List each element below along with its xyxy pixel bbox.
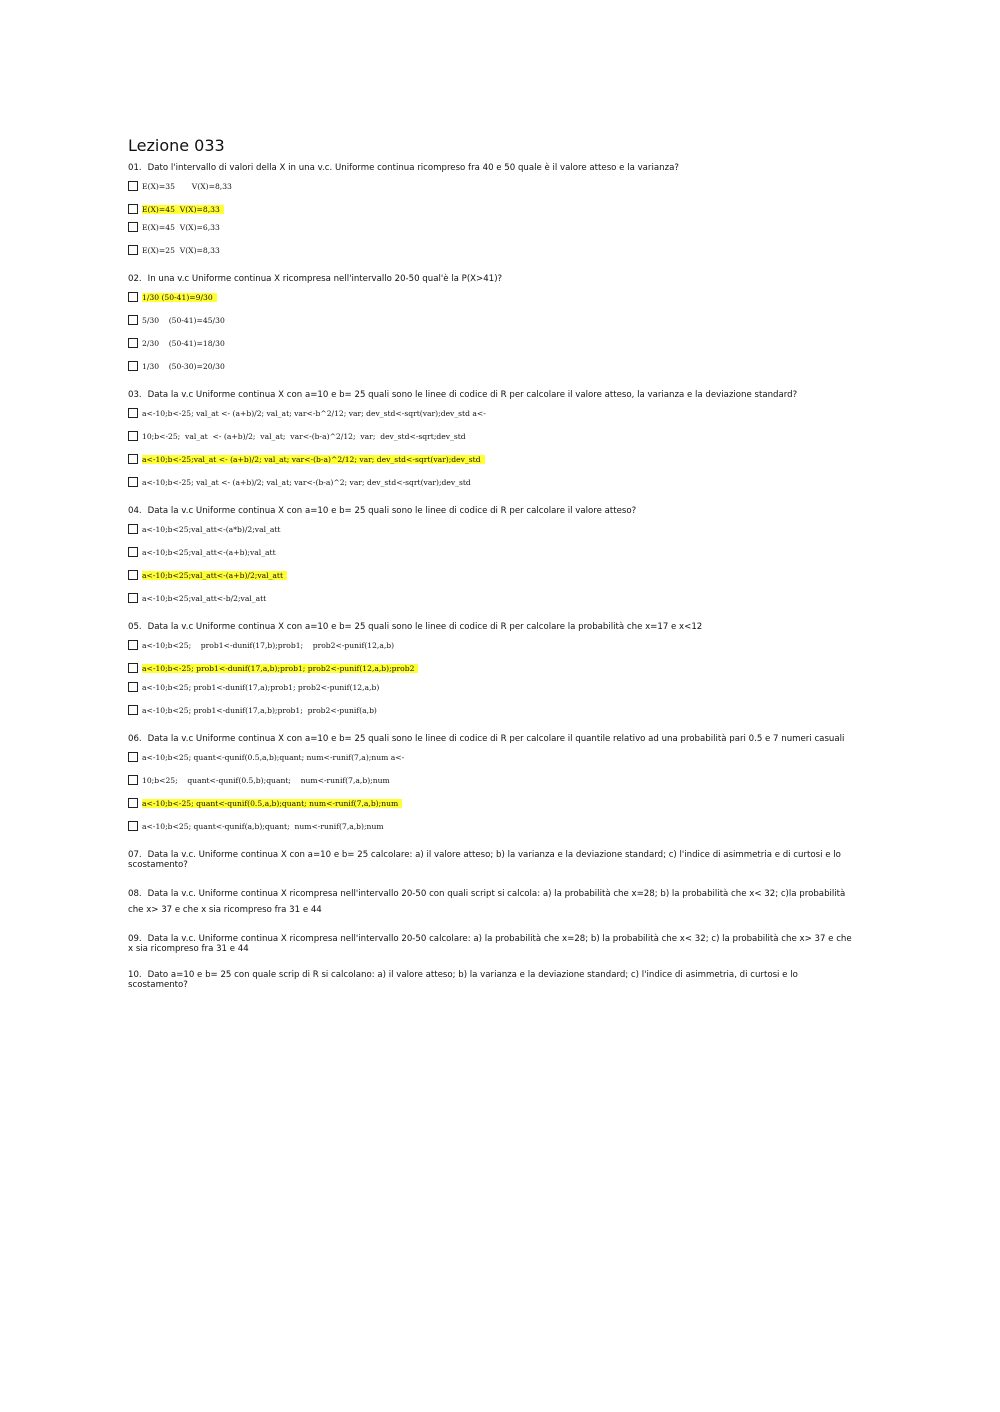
answer-option[interactable] (128, 221, 858, 233)
question-10 (128, 970, 858, 990)
question-text: Data la v.c. Uniforme continua X ricompresa nell'intervallo 20-50 con quali script si calcola: a) la probabilità che x=28; b) la probabilità che x< 32; c)la probabilità che x> 37 e che x sia ricompreso fra 31 e 44 (128, 889, 846, 915)
option-text: E(X)=25 V(X)=8,33 (142, 245, 220, 255)
question-text: Data la v.c Uniforme continua X con a=10 e b= 25 quali sono le linee di codice di R per calcolare il valore atteso? (147, 506, 637, 516)
answer-option-correct[interactable] (128, 662, 858, 674)
question-text: Data la v.c Uniforme continua X con a=10 e b= 25 quali sono le linee di codice di R per calcolare la probabilità che x=17 e x<12 (147, 622, 703, 632)
question-number: 07. (128, 850, 142, 860)
option-text-highlighted: 1/30 (50-41)=9/30 (142, 293, 217, 302)
question-text: Dato a=10 e b= 25 con quale scrip di R si calcolano: a) il valore atteso; b) la varianza e la deviazione standard; c) l'indice di asimmetria, di curtosi e lo scostamento? (128, 970, 798, 990)
answer-option[interactable] (128, 360, 858, 372)
answer-option[interactable] (128, 314, 858, 326)
answer-option[interactable] (128, 523, 858, 535)
question-03 (128, 390, 858, 488)
option-text: a<-10;b<25;val_att<-(a+b);val_att (142, 547, 276, 557)
checkbox[interactable] (128, 570, 138, 580)
answer-option[interactable] (128, 180, 858, 192)
checkbox[interactable] (128, 361, 138, 371)
question-number: 03. (128, 390, 142, 400)
checkbox[interactable] (128, 477, 138, 487)
answer-option[interactable] (128, 244, 858, 256)
answer-option-correct[interactable] (128, 203, 858, 215)
checkbox[interactable] (128, 204, 138, 214)
option-text-highlighted: a<-10;b<-25;val_at <- (a+b)/2; val_at; var<-(b-a)^2/12; var; dev_std<-sqrt(var);dev_std (142, 455, 485, 464)
checkbox[interactable] (128, 222, 138, 232)
question-number: 06. (128, 734, 142, 744)
question-08 (128, 886, 858, 918)
checkbox[interactable] (128, 245, 138, 255)
question-07 (128, 850, 858, 870)
option-text-highlighted: a<-10;b<-25; prob1<-dunif(17,a,b);prob1; prob2<-punif(12,a,b);prob2 (142, 664, 418, 673)
option-text: a<-10;b<25; prob1<-dunif(17,a);prob1; prob2<-punif(12,a,b) (142, 682, 380, 692)
checkbox[interactable] (128, 292, 138, 302)
document-page (128, 136, 858, 1006)
question-text: In una v.c Uniforme continua X ricompresa nell'intervallo 20-50 qual'è la P(X>41)? (147, 274, 503, 284)
option-text: 10;b<25; quant<-qunif(0.5,b);quant; num<-runif(7,a,b);num (142, 775, 390, 785)
question-06 (128, 734, 858, 832)
checkbox[interactable] (128, 454, 138, 464)
checkbox[interactable] (128, 775, 138, 785)
option-text: E(X)=45 V(X)=6,33 (142, 222, 220, 232)
question-number: 10. (128, 970, 142, 980)
option-text: a<-10;b<-25; val_at <- (a+b)/2; val_at; var<-(b-a)^2; var; dev_std<-sqrt(var);dev_std (142, 477, 471, 487)
option-text: a<-10;b<25;val_att<-b/2;val_att (142, 593, 267, 603)
answer-option[interactable] (128, 546, 858, 558)
question-number: 02. (128, 274, 142, 284)
option-text: 2/30 (50-41)=18/30 (142, 338, 225, 348)
checkbox[interactable] (128, 181, 138, 191)
option-text: 5/30 (50-41)=45/30 (142, 315, 225, 325)
answer-option[interactable] (128, 681, 858, 693)
question-number: 05. (128, 622, 142, 632)
option-text: a<-10;b<25; prob1<-dunif(17,b);prob1; prob2<-punif(12,a,b) (142, 640, 395, 650)
checkbox[interactable] (128, 431, 138, 441)
option-text: a<-10;b<-25; val_at <- (a+b)/2; val_at; var<-b^2/12; var; dev_std<-sqrt(var);dev_std a<- (142, 408, 486, 418)
answer-option[interactable] (128, 407, 858, 419)
checkbox[interactable] (128, 752, 138, 762)
answer-option-correct[interactable] (128, 797, 858, 809)
question-text: Data la v.c Uniforme continua X con a=10 e b= 25 quali sono le linee di codice di R per calcolare il valore atteso, la varianza e la deviazione standard? (147, 390, 798, 400)
answer-option-correct[interactable] (128, 569, 858, 581)
question-number: 01. (128, 163, 142, 173)
checkbox[interactable] (128, 338, 138, 348)
question-05 (128, 622, 858, 716)
question-number: 09. (128, 934, 142, 944)
question-number: 04. (128, 506, 142, 516)
option-text: a<-10;b<25;val_att<-(a*b)/2;val_att (142, 524, 281, 534)
answer-option[interactable] (128, 639, 858, 651)
answer-option[interactable] (128, 751, 858, 763)
checkbox[interactable] (128, 682, 138, 692)
checkbox[interactable] (128, 547, 138, 557)
answer-option[interactable] (128, 704, 858, 716)
checkbox[interactable] (128, 524, 138, 534)
question-04 (128, 506, 858, 604)
checkbox[interactable] (128, 315, 138, 325)
checkbox[interactable] (128, 821, 138, 831)
option-text: 1/30 (50-30)=20/30 (142, 361, 225, 371)
answer-option[interactable] (128, 820, 858, 832)
answer-option[interactable] (128, 476, 858, 488)
option-text: a<-10;b<25; quant<-qunif(a,b);quant; num<-runif(7,a,b);num (142, 821, 384, 831)
answer-option-correct[interactable] (128, 291, 858, 303)
option-text-highlighted: a<-10;b<25;val_att<-(a+b)/2;val_att (142, 571, 287, 580)
option-text: E(X)=35 V(X)=8,33 (142, 181, 232, 191)
answer-option[interactable] (128, 774, 858, 786)
option-text: 10;b<-25; val_at <- (a+b)/2; val_at; var<-(b-a)^2/12; var; dev_std<-sqrt;dev_std (142, 431, 466, 441)
answer-option[interactable] (128, 592, 858, 604)
checkbox[interactable] (128, 408, 138, 418)
question-text: Data la v.c. Uniforme continua X con a=10 e b= 25 calcolare: a) il valore atteso; b) la varianza e la deviazione standard; c) l'indice di asimmetria e di curtosi e lo scostamento? (128, 850, 841, 870)
question-text: Data la v.c Uniforme continua X con a=10 e b= 25 quali sono le linee di codice di R per calcolare il quantile relativo ad una probabilità pari 0.5 e 7 numeri casuali (147, 734, 845, 744)
question-09 (128, 934, 858, 954)
option-text: a<-10;b<25; quant<-qunif(0.5,a,b);quant; num<-runif(7,a);num a<- (142, 752, 405, 762)
lesson-title: Lezione 033 (128, 136, 225, 155)
checkbox[interactable] (128, 705, 138, 715)
checkbox[interactable] (128, 798, 138, 808)
option-text-highlighted: E(X)=45 V(X)=8,33 (142, 205, 224, 214)
checkbox[interactable] (128, 640, 138, 650)
question-number: 08. (128, 889, 142, 899)
option-text: a<-10;b<25; prob1<-dunif(17,a,b);prob1; prob2<-punif(a,b) (142, 705, 377, 715)
answer-option[interactable] (128, 430, 858, 442)
answer-option-correct[interactable] (128, 453, 858, 465)
question-01 (128, 163, 858, 256)
answer-option[interactable] (128, 337, 858, 349)
question-text: Dato l'intervallo di valori della X in una v.c. Uniforme continua ricompreso fra 40 e 50 quale è il valore atteso e la varianza? (147, 163, 679, 173)
option-text-highlighted: a<-10;b<-25; quant<-qunif(0.5,a,b);quant; num<-runif(7,a,b);num (142, 799, 402, 808)
checkbox[interactable] (128, 663, 138, 673)
question-text: Data la v.c. Uniforme continua X ricompresa nell'intervallo 20-50 calcolare: a) la probabilità che x=28; b) la probabilità che x< 32; c) la probabilità che x> 37 e che x sia ricompreso fra 31 e 44 (128, 934, 852, 954)
checkbox[interactable] (128, 593, 138, 603)
question-02 (128, 274, 858, 372)
